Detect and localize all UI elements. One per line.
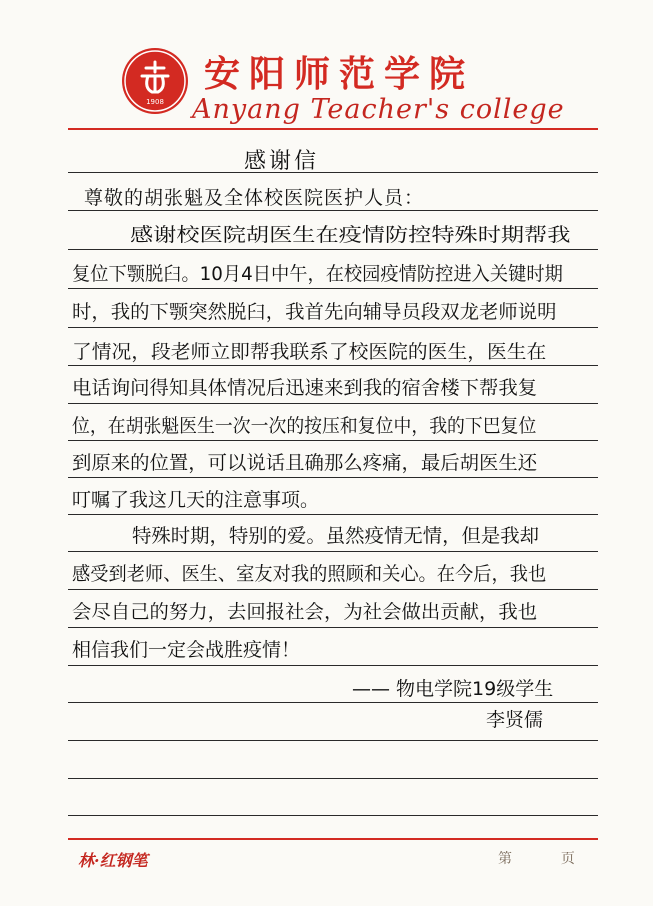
letter-line: 感谢校医院胡医生在疫情防控特殊时期帮我 [130, 224, 571, 246]
ruled-line [68, 589, 598, 590]
page-number-label [498, 848, 588, 870]
ruled-line [68, 815, 598, 816]
ruled-line [68, 210, 598, 211]
page-label: 第 [498, 851, 512, 867]
letter-line: 会尽自己的努力，去回报社会，为社会做出贡献，我也 [72, 601, 538, 623]
letter-line: 叮嘱了我这几天的注意事项。 [72, 489, 320, 511]
letter-line: 感受到老师、医生、室友对我的照顾和关心。在今后，我也 [72, 563, 547, 585]
signature-name: 李贤儒 [486, 709, 544, 731]
ruled-line [68, 288, 598, 289]
ruled-line [68, 514, 598, 515]
page-suffix: 页 [560, 851, 575, 867]
seal-year: 1908 [146, 98, 164, 106]
ruled-line [68, 403, 598, 404]
ruled-line [68, 740, 598, 741]
signature-affiliation: —— 物电学院19级学生 [352, 678, 554, 700]
letter-line: 到原来的位置，可以说话且确那么疼痛，最后胡医生还 [72, 452, 538, 474]
ruled-line [68, 327, 598, 328]
ruled-line [68, 249, 598, 250]
footer-divider [68, 838, 598, 840]
ruled-line [68, 440, 598, 441]
letter-line: 位，在胡张魁医生一次一次的按压和复位中，我的下巴复位 [72, 415, 537, 437]
letter-line: 相信我们一定会战胜疫情！ [72, 639, 301, 661]
letter-title: 感谢信 [244, 149, 320, 174]
letter-line: 了情况，段老师立即帮我联系了校医院的医生，医生在 [72, 341, 547, 363]
letter-salutation: 尊敬的胡张魁及全体校医院医护人员： [84, 187, 425, 209]
letter-line: 特殊时期，特别的爱。虽然疫情无情，但是我却 [132, 525, 539, 547]
ruled-line [68, 778, 598, 779]
college-name-en: Anyang Teacher's college [192, 94, 565, 125]
ruled-line [68, 477, 598, 478]
letter-line: 复位下颚脱臼。10月4日中午，在校园疫情防控进入关键时期 [72, 263, 563, 285]
ruled-line [68, 172, 598, 173]
ruled-line [68, 702, 598, 703]
college-name-cn: 安阳师范学院 [204, 53, 475, 95]
letterhead [0, 0, 653, 140]
ruled-line [68, 551, 598, 552]
letter-line: 电话询问得知具体情况后迅速来到我的宿舍楼下帮我复 [72, 377, 538, 399]
header-divider [68, 128, 598, 130]
ruled-line [68, 627, 598, 628]
ruled-line [68, 665, 598, 666]
letter-line: 时，我的下颚突然脱臼，我首先向辅导员段双龙老师说明 [72, 301, 557, 323]
footer-signature: 林·红钢笔 [78, 851, 148, 870]
ruled-line [68, 365, 598, 366]
college-seal-icon [122, 48, 188, 114]
